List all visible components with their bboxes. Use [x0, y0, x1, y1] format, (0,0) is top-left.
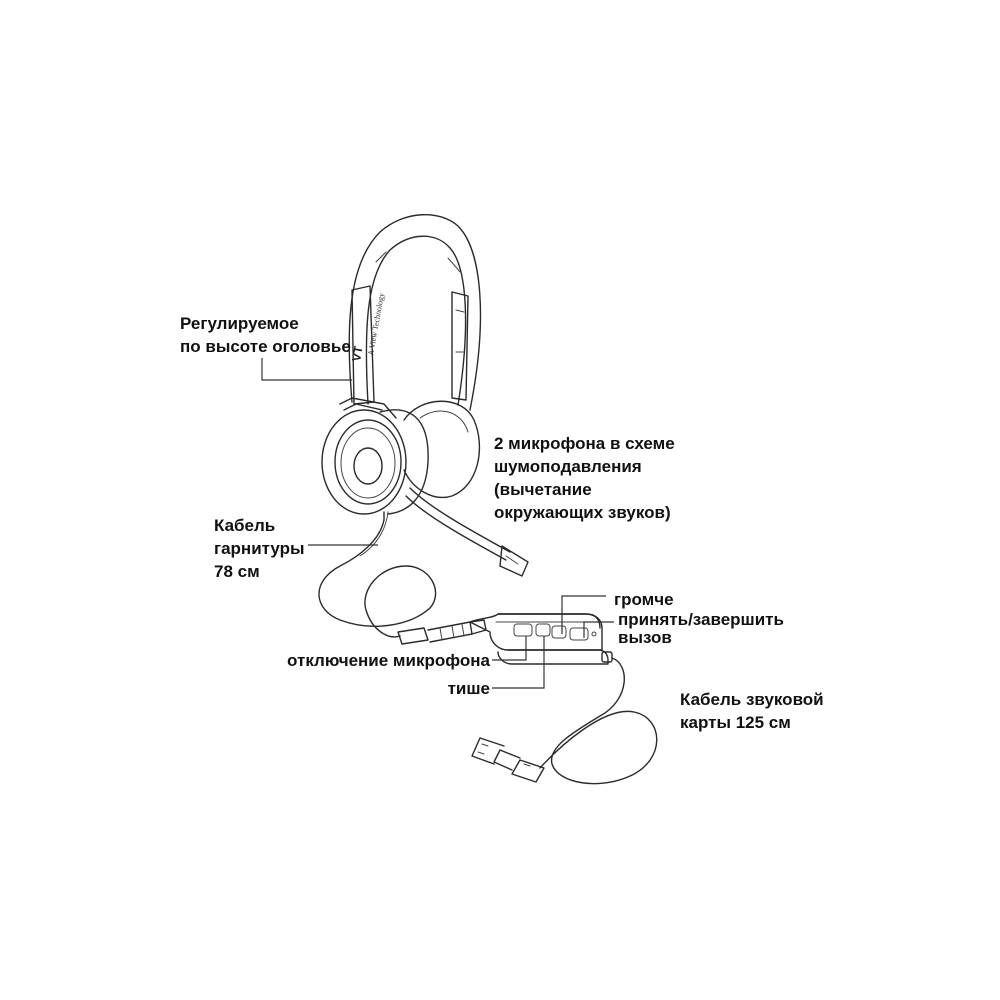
headband: [349, 215, 480, 410]
logo-text: A View Technology: [366, 292, 387, 357]
usb-plug: [472, 738, 544, 782]
callout-volume-down: [492, 636, 544, 688]
headset-cable: [319, 512, 436, 637]
label-soundcard-cable: Кабель звуковой карты 125 см: [680, 690, 824, 732]
label-headband: Регулируемое по высоте оголовье: [180, 314, 351, 356]
logo-mark: VT: [349, 344, 366, 363]
right-earcup: [404, 401, 479, 497]
label-microphones: 2 микрофона в схеме шумоподавления (вычетание окружающих звуков): [494, 434, 675, 522]
soundcard-cable: [540, 658, 657, 784]
left-earcup: [322, 398, 428, 514]
callout-mic-mute: [492, 636, 526, 660]
label-volume-down: тише: [447, 679, 490, 698]
label-mic-mute: отключение микрофона: [287, 651, 490, 670]
label-volume-up: громче: [614, 590, 674, 609]
callout-headband: [262, 358, 352, 380]
label-headset-cable: Кабель гарнитуры 78 см: [214, 516, 305, 581]
label-answer-end: принять/завершить вызов: [618, 610, 784, 647]
